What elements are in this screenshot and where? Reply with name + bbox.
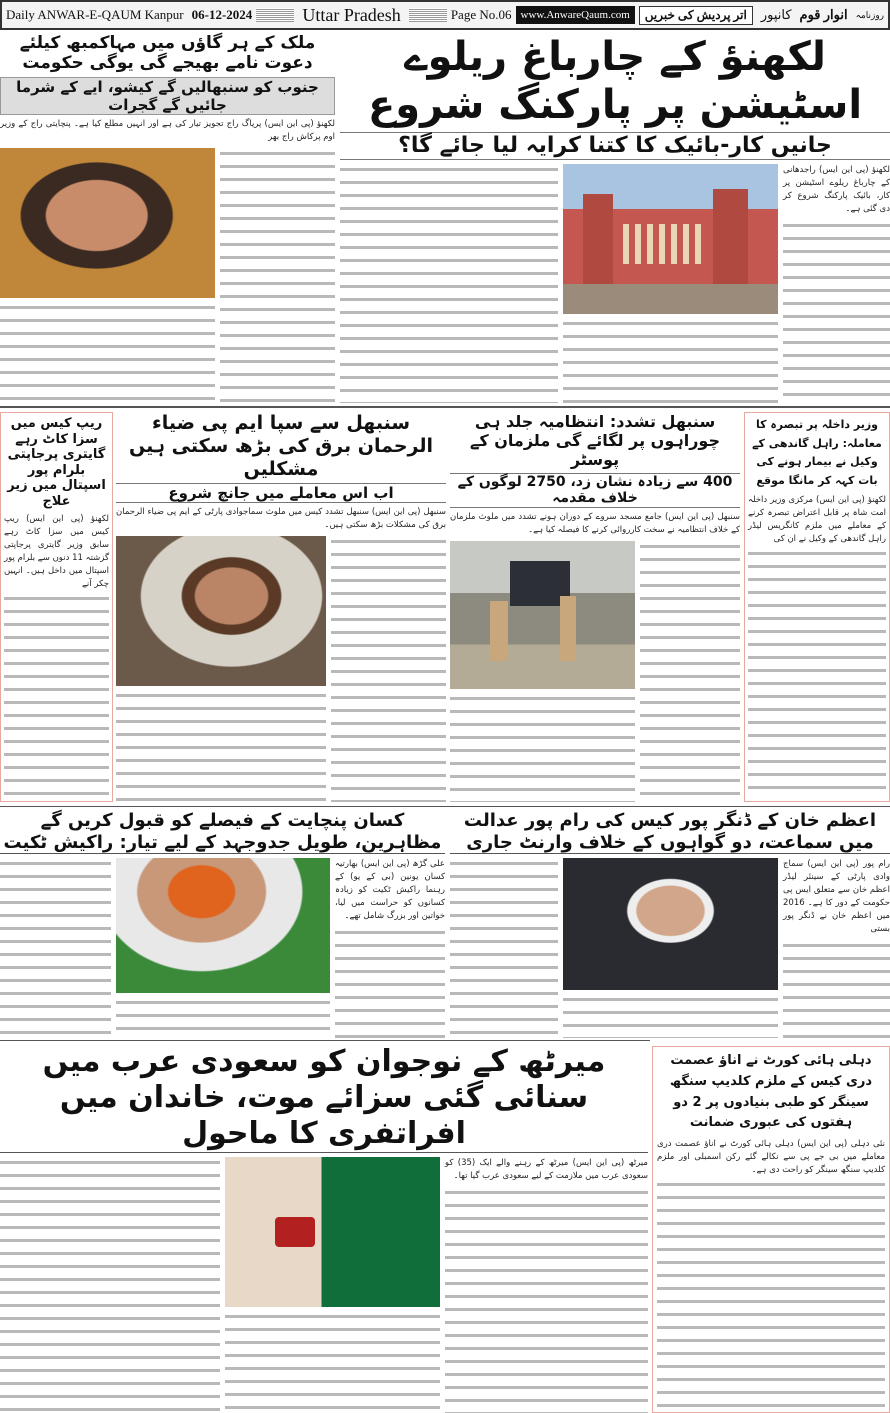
sengar-story (652, 1046, 890, 1413)
rahul-story (744, 412, 890, 802)
sambhal-story (450, 412, 740, 802)
meerut-lede: میرٹھ (پی این ایس) میرٹھ کے رہنے والے ایک (35) کو سعودی عرب میں ملازمت کے لیے سعودی عرب گیا تھا۔ (445, 1158, 648, 1181)
gayatri-lede: لکھنؤ (پی این ایس) ریپ کیس میں سزا کاٹ رہے سابق وزیر گایتری پرجاپتی گزشتہ 11 دنوں سے بلرام پور اسپتال میں داخل ہیں۔ انہیں چکر آنے (4, 513, 109, 589)
meerut-story (0, 1044, 648, 1413)
saudi-flag-passport-photo (225, 1157, 440, 1307)
barq-subhead: اب اس معاملے میں جانچ شروع (116, 483, 446, 503)
azam-lede: رام پور (پی این ایس) سماج وادی پارٹی کے سینئر لیڈر اعظم خان سے متعلق ایس پی حکومت کے دور کا ہے۔ 2016 میں اعظم خان نے ڈنگر پور بستی (783, 859, 890, 935)
kumbh-story (0, 33, 335, 403)
barq-story (116, 412, 446, 802)
tikait-lede: علی گڑھ (پی این ایس) بھارتیہ کسان یونین (بی کے یو) کے رہنما راکیش ٹکیت کو زیادہ کسانوں کو حراست میں لیا، خواتین اور بزرگ شامل تھے۔ (335, 859, 445, 922)
azam-khan-photo (563, 858, 778, 990)
section-title: Uttar Pradesh (302, 4, 401, 25)
section-title-urdu: اتر پردیش کی خبریں (639, 6, 753, 25)
rakesh-tikait-photo (116, 858, 330, 993)
kumbh-subhead: جنوب کو سنبھالیں گے کیشو، ایے کے شرما جائیں گے گجرات (0, 77, 335, 115)
paper-name: Daily ANWAR-E-QAUM Kanpur (6, 7, 184, 22)
kumbh-lede: لکھنؤ (پی این ایس) پریاگ راج تجویز تیار کی ہے اور انہیں مطلع کیا ہے۔ پنچایتی راج کے وزیر اوم پرکاش راج بھر (0, 118, 335, 142)
azam-story (450, 810, 890, 1038)
tikait-story (0, 810, 445, 1038)
rahul-lede: لکھنؤ (پی این ایس) مرکزی وزیر داخلہ امت شاہ پر قابل اعتراض تبصرہ کرنے کے معاملے میں ملزم کانگریس لیڈر راہل گاندھی کے وکیل نے ان کی (748, 494, 886, 544)
city-urdu: کانپور (760, 7, 792, 22)
sambhal-subhead: 400 سے زیادہ نشان زد، 2750 لوگوں کے خلاف مقدمہ (450, 473, 740, 509)
mp-barq-photo (116, 536, 326, 686)
sengar-lede: نئی دہلی (پی این ایس) دہلی ہائی کورٹ نے اناؤ عصمت دری معاملے میں بی جے پی سے نکالے گئے رکن اسمبلی اور ملزم کلدیپ سنگھ سینگر کو راحت دی ہے۔ (657, 1139, 885, 1176)
gayatri-headline: ریپ کیس میں سزا کاٹ رہے گایتری پرجاپتی بلرام پور اسپتال میں زیر علاج (7, 416, 106, 509)
rahul-headline: وزیر داخلہ پر تبصرہ کا معاملہ: راہل گاندھی کے وکیل نے بیمار ہونے کی بات کہہ کر مانگا موقع (752, 418, 882, 488)
meerut-headline: میرٹھ کے نوجوان کو سعودی عرب میں سنائی گئی سزائے موت، خاندان میں افراتفری کا ماحول (0, 1044, 648, 1153)
lead-lede: لکھنؤ (پی این ایس) راجدھانی کے چارباغ ریلوے اسٹیشن پر کار، بائیک پارکنگ شروع کر دی گئی ہے۔ (783, 165, 890, 215)
lead-headline: لکھنؤ کے چارباغ ریلوے اسٹیشن پر پارکنگ شروع (367, 34, 863, 128)
masthead-logo: انوار قوم (799, 7, 848, 22)
lead-story (340, 33, 890, 403)
kumbh-headline: ملک کے ہر گاؤں میں مہاکمبھ کیلئے دعوت نامے بھیجے گی یوگی حکومت (19, 33, 316, 74)
masthead-bar (0, 0, 890, 30)
sengar-headline: دہلی ہائی کورٹ نے اناؤ عصمت دری کیس کے ملزم کلدیپ سنگھ سینگر کو طبی بنیادوں پر 2 دو ہفتوں کی عبوری ضمانت (669, 1053, 873, 1131)
railway-station-photo (563, 164, 778, 314)
lead-subhead: جانیں کار-بائیک کا کتنا کرایہ لیا جائے گا؟ (340, 132, 890, 160)
daily-label: روزنامہ (855, 9, 885, 20)
website-link[interactable]: www.AnwareQaum.com (516, 6, 635, 24)
sambhal-headline: سنبھل تشدد: انتظامیہ جلد ہی چوراہوں پر لگائے گی ملزمان کے پوسٹر (470, 412, 720, 470)
tikait-headline: کسان پنچایت کے فیصلے کو قبول کریں گے مظاہرین، طویل جدوجہد کے لیے تیار: راکیش ٹکیت (0, 810, 445, 854)
gayatri-story (0, 412, 113, 802)
sambhal-lede: سنبھل (پی این ایس) جامع مسجد سروے کے دوران ہونے تشدد میں ملوث ملزمان کے خلاف انتظامیہ نے سخت کارروائی کرنے کا فیصلہ کیا ہے۔ (450, 512, 740, 536)
issue-date: 06-12-2024 (191, 7, 253, 22)
police-street-photo (450, 541, 635, 689)
barq-lede: سنبھل (پی این ایس) سنبھل تشدد کیس میں ملوث سماجوادی پارٹی کے ایم پی ضیاء الرحمان برق کی مشکلات بڑھ سکتی ہیں۔ (116, 507, 446, 531)
azam-headline: اعظم خان کے ڈنگر پور کیس کی رام پور عدالت میں سماعت، دو گواہوں کے خلاف وارنٹ جاری (450, 810, 890, 854)
page-number: Page No.06 (450, 7, 512, 22)
barq-headline: سنبھل سے سپا ایم پی ضیاء الرحمان برق کی بڑھ سکتی ہیں مشکلیں (129, 412, 433, 480)
politician-photo (0, 148, 215, 298)
